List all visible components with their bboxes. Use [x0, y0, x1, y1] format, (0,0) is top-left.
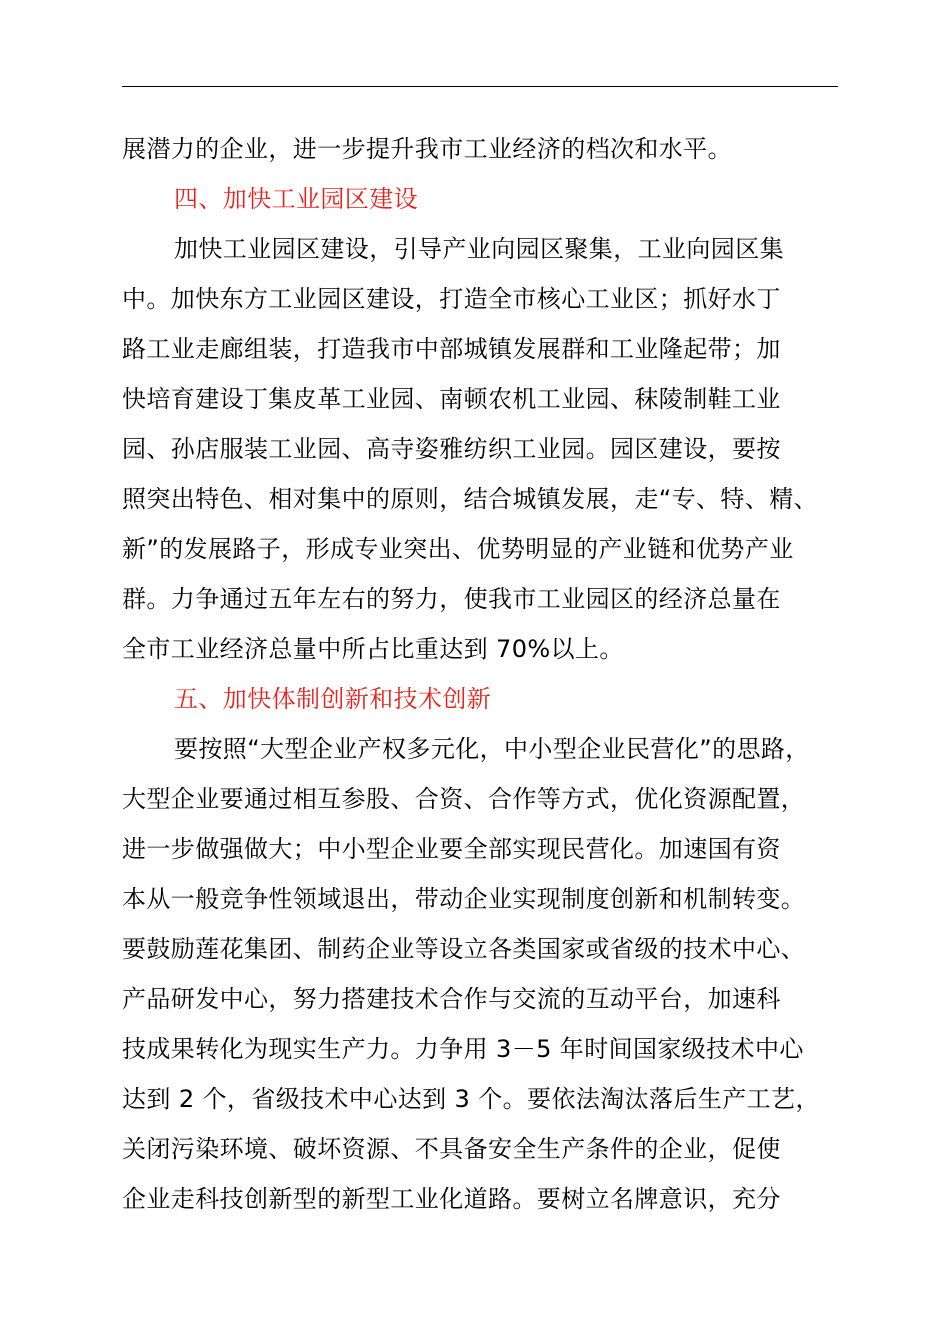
- paragraph-line: 快培育建设丁集皮革工业园、南顿农机工业园、秣陵制鞋工业: [122, 385, 781, 413]
- paragraph-line: 要按照“大型企业产权多元化，中小型企业民营化”的思路，: [174, 735, 810, 763]
- paragraph-line: 关闭污染环境、破坏资源、不具备安全生产条件的企业，促使: [122, 1135, 781, 1163]
- paragraph-line: 企业走科技创新型的新型工业化道路。要树立名牌意识，充分: [122, 1185, 781, 1213]
- section-heading-4: 四、加快工业园区建设: [174, 185, 418, 213]
- paragraph-line: 新”的发展路子，形成专业突出、优势明显的产业链和优势产业: [122, 535, 794, 563]
- paragraph-line: 进一步做强做大；中小型企业要全部实现民营化。加速国有资: [122, 835, 781, 863]
- paragraph-line: 达到 2 个，省级技术中心达到 3 个。要依法淘汰落后生产工艺，: [122, 1085, 820, 1113]
- paragraph-line: 全市工业经济总量中所占比重达到 70%以上。: [122, 635, 624, 663]
- paragraph-line: 要鼓励莲花集团、制药企业等设立各类国家或省级的技术中心、: [122, 935, 806, 963]
- paragraph-line: 照突出特色、相对集中的原则，结合城镇发展，走“专、特、精、: [122, 485, 819, 513]
- paragraph-line: 本从一般竞争性领域退出，带动企业实现制度创新和机制转变。: [122, 885, 806, 913]
- paragraph-line: 路工业走廊组装，打造我市中部城镇发展群和工业隆起带；加: [122, 335, 781, 363]
- document-body: [122, 124, 862, 1224]
- paragraph-line: 园、孙店服装工业园、高寺姿雅纺织工业园。园区建设，要按: [122, 435, 781, 463]
- paragraph-line: 展潜力的企业，进一步提升我市工业经济的档次和水平。: [122, 135, 732, 163]
- header-rule: [122, 86, 838, 87]
- paragraph-line: 中。加快东方工业园区建设，打造全市核心工业区；抓好水丁: [122, 285, 781, 313]
- paragraph-line: 群。力争通过五年左右的努力，使我市工业园区的经济总量在: [122, 585, 781, 613]
- paragraph-line: 大型企业要通过相互参股、合资、合作等方式，优化资源配置，: [122, 785, 806, 813]
- paragraph-line: 加快工业园区建设，引导产业向园区聚集，工业向园区集: [174, 235, 784, 263]
- paragraph-line: 技成果转化为现实生产力。力争用 3－5 年时间国家级技术中心: [122, 1035, 804, 1063]
- section-heading-5: 五、加快体制创新和技术创新: [174, 685, 492, 713]
- paragraph-line: 产品研发中心，努力搭建技术合作与交流的互动平台，加速科: [122, 985, 781, 1013]
